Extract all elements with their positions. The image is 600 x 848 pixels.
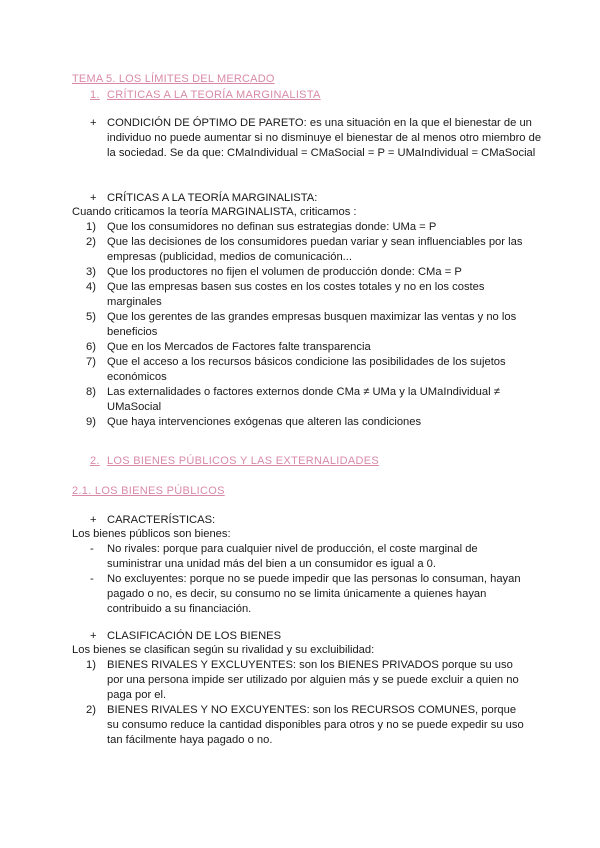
- list-item: 6) Que en los Mercados de Factores falte transparencia: [86, 341, 371, 353]
- list-item: 9) Que haya intervenciones exógenas que alteren las condiciones: [86, 416, 422, 428]
- caracteristicas-list: [90, 542, 530, 617]
- list-item: 2) BIENES RIVALES Y NO EXCUYENTES: son los RECURSOS COMUNES, porque su consumo reduce la cantidad disponibles para otros y no se puede expedir su uso tan fácilmente haya pagado o no.: [86, 704, 524, 746]
- plus-bullet-icon: +: [90, 117, 97, 129]
- document-title: TEMA 5. LOS LÍMITES DEL MERCADO: [72, 73, 275, 85]
- criticas-intro: Cuando criticamos la teoría MARGINALISTA, criticamos :: [72, 206, 357, 218]
- list-item: 1) BIENES RIVALES Y EXCLUYENTES: son los BIENES PRIVADOS porque su uso por una persona impide ser utilizado por alguien más y se puede excluir a quien no paga por el.: [86, 659, 519, 701]
- list-item: 5) Que los gerentes de las grandes empresas busquen maximizar las ventas y no los beneficios: [86, 311, 517, 338]
- list-item: - No excluyentes: porque no se puede impedir que las personas lo consuman, hayan pagado o no, es decir, su consumo no se limita únicamente a quienes hayan contribuido a su financiación.: [90, 573, 521, 615]
- criticas-heading: CRÍTICAS A LA TEORÍA MARGINALISTA:: [107, 192, 318, 204]
- clasificacion-list: [86, 658, 530, 748]
- clasificacion-intro: Los bienes se clasifican según su rivalidad y su excluibilidad:: [72, 644, 375, 656]
- list-item: 7) Que el acceso a los recursos básicos condicione las posibilidades de los sujetos económicos: [86, 356, 506, 383]
- plus-bullet-icon: +: [90, 514, 97, 526]
- list-item: - No rivales: porque para cualquier nivel de producción, el coste marginal de suministrar una unidad más del bien a un consumidor es igual a 0.: [90, 543, 478, 570]
- list-item: 3) Que los productores no fijen el volumen de producción donde: CMa = P: [86, 266, 462, 278]
- caracteristicas-intro: Los bienes públicos son bienes:: [72, 528, 231, 540]
- section-2-1-title: 2.1. LOS BIENES PÚBLICOS: [72, 485, 225, 497]
- criticas-list: [86, 220, 530, 430]
- section-2-number: 2.: [90, 455, 100, 467]
- caracteristicas-heading: CARACTERÍSTICAS:: [107, 514, 216, 526]
- pareto-text: CONDICIÓN DE ÓPTIMO DE PARETO: es una situación en la que el bienestar de un individuo no puede aumentar si no disminuye el bienestar de al menos otro miembro de la sociedad. Se da que: CMaIndividual = CMaSocial = P = UMaIndividual = CMaSocial: [107, 117, 542, 159]
- list-item: 2) Que las decisiones de los consumidores puedan variar y sean influenciables por las empresas (publicidad, medios de comunicación...: [86, 236, 523, 263]
- plus-bullet-icon: +: [90, 630, 97, 642]
- section-1-title: CRÍTICAS A LA TEORÍA MARGINALISTA: [107, 89, 321, 101]
- section-1-number: 1.: [90, 89, 100, 101]
- list-item: 8) Las externalidades o factores externos donde CMa ≠ UMa y la UMaIndividual ≠ UMaSocial: [86, 386, 500, 413]
- list-item: 4) Que las empresas basen sus costes en los costes totales y no en los costes marginales: [86, 281, 485, 308]
- plus-bullet-icon: +: [90, 192, 97, 204]
- section-2-title: LOS BIENES PÚBLICOS Y LAS EXTERNALIDADES: [107, 455, 380, 467]
- clasificacion-heading: CLASIFICACIÓN DE LOS BIENES: [107, 630, 282, 642]
- list-item: 1) Que los consumidores no definan sus estrategias donde: UMa = P: [86, 221, 437, 233]
